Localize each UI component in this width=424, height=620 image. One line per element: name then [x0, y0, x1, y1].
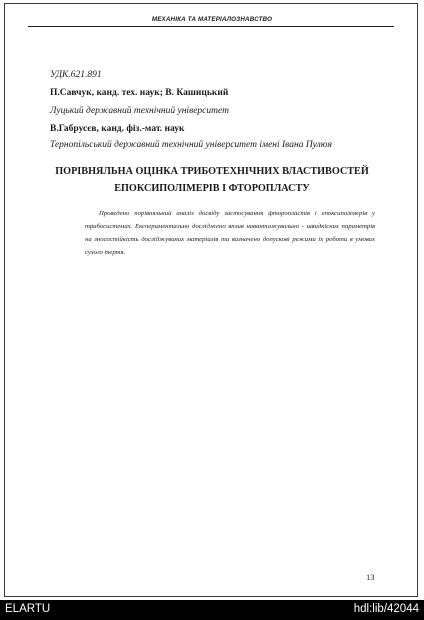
- running-header: МЕХАНІКА ТА МАТЕРІАЛОЗНАВСТВО: [151, 16, 273, 23]
- authors-line-1: П.Савчук, канд. тех. наук; В. Кашицький: [50, 88, 229, 98]
- abstract: Проведено порівняльний аналіз досвіду застосування фторопластів і епоксиполімерів у трибосистемах. Експериментально досліджено вплив навантажувально - швидкісних параметрів на зносостійкість досліджуваних матеріалів та визначено допускові режими їх роботи в умовах сухого тертя.: [85, 210, 375, 256]
- affiliation-2: Тернопільський державний технічний університет імені Івана Пулюя: [50, 140, 332, 150]
- footer-handle[interactable]: hdl:lib/42044: [353, 603, 419, 615]
- article-title: [40, 163, 384, 197]
- udc-code: УДК.621.891: [50, 70, 102, 80]
- footer-repository-label: ELARTU: [5, 603, 51, 615]
- page-number: 13: [366, 572, 375, 582]
- title-line-1: ПОРІВНЯЛЬНА ОЦІНКА ТРИБОТЕХНІЧНИХ ВЛАСТИВОСТЕЙ: [55, 166, 369, 177]
- title-line-2: ЕПОКСИПОЛІМЕРІВ І ФТОРОПЛАСТУ: [114, 183, 310, 194]
- footer-bar: [0, 600, 424, 620]
- header-rule: [28, 26, 394, 27]
- authors-line-2: В.Габрусєв, канд. фіз.-мат. наук: [50, 124, 185, 134]
- affiliation-1: Луцький державний технічний університет: [50, 106, 229, 116]
